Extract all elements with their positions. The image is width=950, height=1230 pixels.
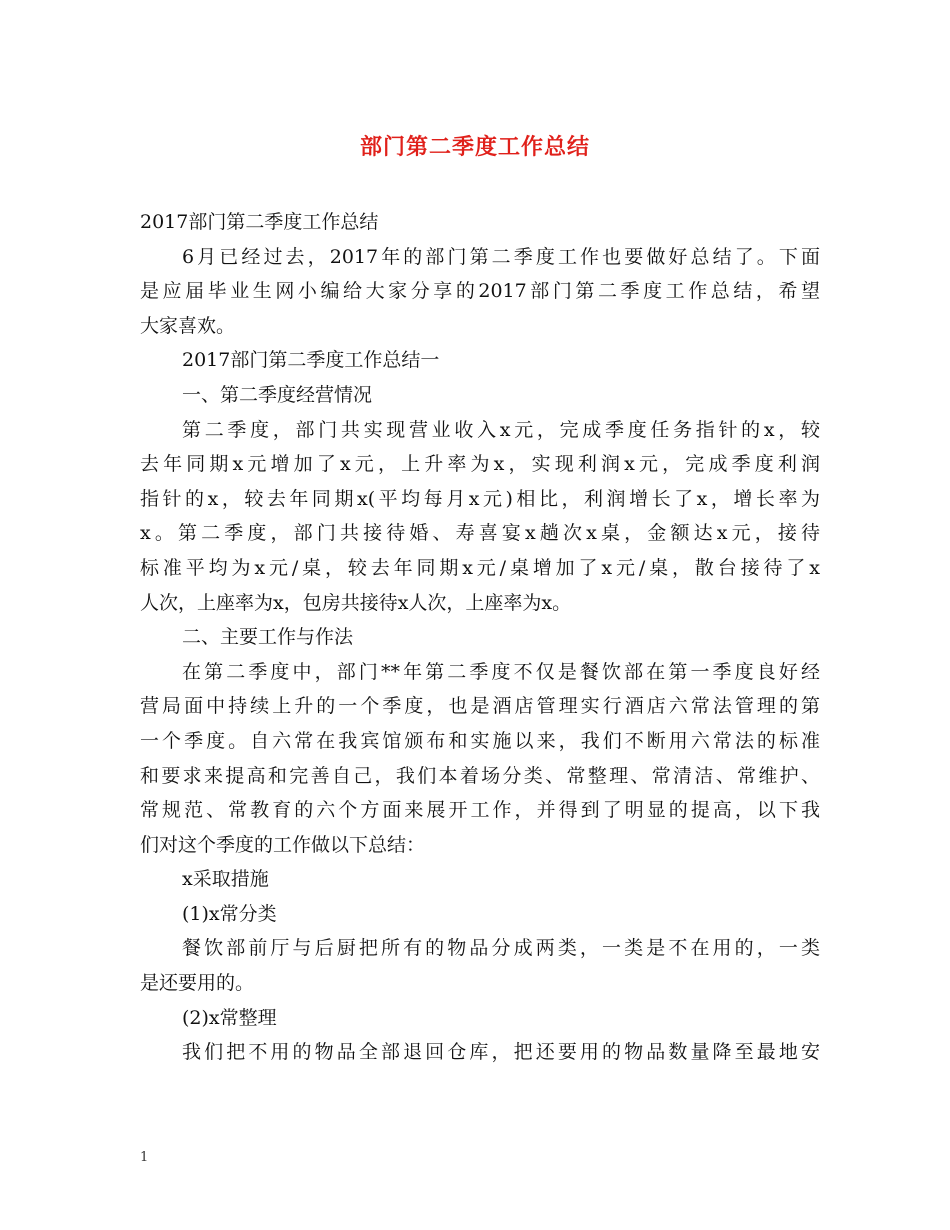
subsection-heading: (2)x常整理 [182, 1006, 277, 1029]
document-title: 部门第二季度工作总结 [359, 134, 590, 160]
paragraph-line: 常规范、常教育的六个方面来展开工作，并得到了明显的提高，以下我 [140, 799, 820, 822]
paragraph-line: 是还要用的。 [140, 972, 255, 995]
paragraph-line: 标准平均为x元/桌，较去年同期x元/桌增加了x元/桌，散台接待了x [140, 556, 820, 579]
paragraph-line: 去年同期x元增加了x元，上升率为x，实现利润x元，完成季度利润 [140, 453, 820, 476]
paragraph-line: 人次，上座率为x，包房共接待x人次，上座率为x。 [140, 591, 572, 614]
paragraph-line: 是应届毕业生网小编给大家分享的2017部门第二季度工作总结，希望 [140, 280, 820, 303]
document-body [140, 205, 820, 1070]
page-number: 1 [140, 1150, 149, 1165]
paragraph-line: x。第二季度，部门共接待婚、寿喜宴x趟次x桌，金额达x元，接待 [140, 522, 820, 545]
section-heading: 2017部门第二季度工作总结一 [182, 349, 440, 372]
document-subtitle-line: 2017部门第二季度工作总结 [140, 211, 379, 233]
paragraph-line: 和要求来提高和完善自己，我们本着场分类、常整理、常清洁、常维护、 [140, 764, 820, 787]
paragraph-line: 第二季度，部门共实现营业收入x元，完成季度任务指针的x，较 [182, 418, 820, 441]
paragraph-line: 餐饮部前厅与后厨把所有的物品分成两类，一类是不在用的，一类 [182, 937, 820, 960]
subsection-heading: (1)x常分类 [182, 902, 277, 925]
paragraph-line: 一个季度。自六常在我宾馆颁布和实施以来，我们不断用六常法的标准 [140, 729, 820, 752]
paragraph-line: 们对这个季度的工作做以下总结： [140, 833, 426, 856]
section-heading: x采取措施 [182, 868, 269, 891]
paragraph-line: 大家喜欢。 [140, 314, 236, 337]
section-heading: 二、主要工作与作法 [182, 626, 354, 649]
paragraph-line: 营局面中持续上升的一个季度，也是酒店管理实行酒店六常法管理的第 [140, 695, 820, 718]
paragraph-line: 在第二季度中，部门**年第二季度不仅是餐饮部在第一季度良好经 [182, 660, 820, 683]
paragraph-line: 指针的x，较去年同期x(平均每月x元)相比，利润增长了x，增长率为 [140, 487, 820, 510]
section-heading: 一、第二季度经营情况 [182, 383, 373, 406]
paragraph-line: 我们把不用的物品全部退回仓库，把还要用的物品数量降至最地安 [182, 1041, 820, 1064]
paragraph-line: 6月已经过去，2017年的部门第二季度工作也要做好总结了。下面 [182, 245, 820, 268]
